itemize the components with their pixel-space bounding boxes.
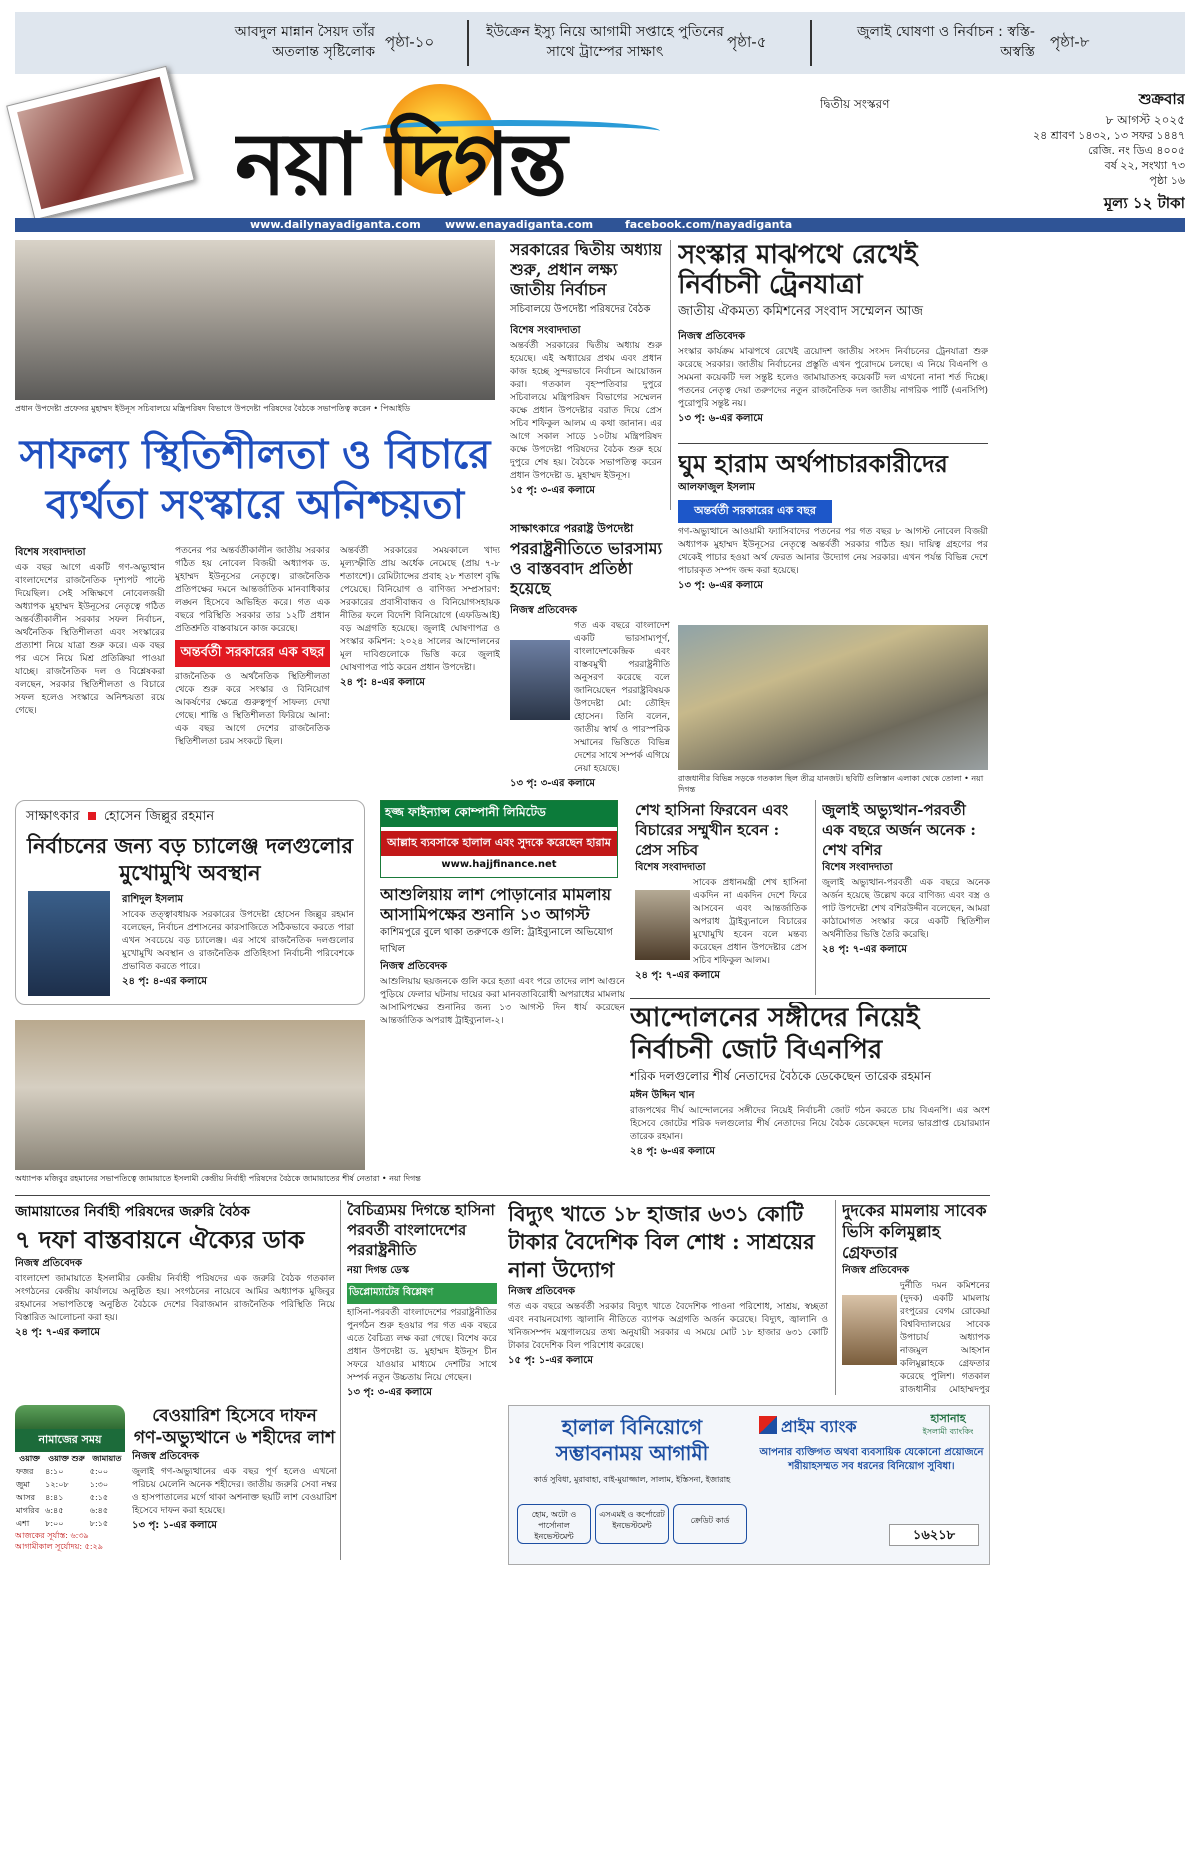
prayer-jamaat: ৮:১৫ [89,1519,109,1528]
body-text: দুর্নীতি দমন কমিশনের (দুদক) একটি মামলায় রংপুরের বেগম রোকেয়া বিশ্ববিদ্যালয়ের সাবেক উপাচার্য অধ্যাপক নাজমুল আহসান কলিমুল্লাহকে গ্রেফতার করেছে পুলিশ। গতকাল রাজধানীর মোহাম্মদপুর [900,1281,990,1395]
square-icon [88,812,96,820]
body-text: জুলাই গণ-অভ্যুত্থানের এক বছর পূর্ণ হলেও এখনো পরিচয় মেলেনি অনেক শহীদের। জাতীয় জরুরি সেবা নম্বর ও হাসপাতালের মর্গে থাকা অশনাক্ত ছয়টি লাশ বেওয়ারিশ হিসেবে দাফন করা হয়েছে। [132,1467,337,1516]
prayer-row [15,1517,125,1530]
jump-link[interactable]: ১৫ পৃ: ১-এর কলামে [508,1355,593,1366]
column-rule [835,1200,836,1395]
prayer-row [15,1478,125,1491]
ad-tagline: আপনার ব্যক্তিগত অথবা ব্যবসায়িক যেকোনো প্রয়োজনে শরীয়াহসম্মত সব ধরনের বিনিয়োগ সুবিধা। [759,1447,984,1472]
hajj-finance-ad[interactable] [380,800,618,878]
prayer-name: মাগরিব [16,1506,40,1515]
interview-kicker-row [26,807,354,828]
jamaat-photo-caption: অধ্যাপক মজিবুর রহমানের সভাপতিত্বে জামায়াতে ইসলামী কেন্দ্রীয় নির্বাহী পরিষদের বৈঠকে জামায়াতের শীর্ষ নেতারা • নয়া দিগন্ত [15,1174,421,1183]
byline: আলফাজুল ইসলাম [678,482,755,493]
teaser-divider [810,20,812,66]
body-text: অন্তর্বর্তী সরকারের সময়কালে খাদ্য মূল্যস্ফীতি প্রায় অর্ধেক নেমেছে (প্রায় ৭-৮ শতাংশে)। রেমিট্যান্সের প্রবাহ ২৮ শতাংশ বৃদ্ধি পেয়েছে। বিনিয়োগ ও বাণিজ্য সম্প্রসারণ: সরকারের প্রবাসীবান্ধব ও বিনিয়োগসহায়ক নীতির ফলে বিদেশি বিনিয়োগে (এফডিআই) বড় অগ্রগতি হয়েছে। জুলাই ঘোষণাপত্র ও সংস্কার কমিশন: ২০২৪ সালের আন্দোলনের মূল দাবিগুলোকে ভিত্তি করে জুলাই ঘোষণাপত্র পাঠ করেন প্রধান উপদেষ্টা। [340,546,500,673]
subheadline: কাশিমপুরে বুলে থাকা তরুণকে গুলি: ট্রাইব্যুনালে অভিযোগ দাখিল [380,927,613,955]
headline[interactable]: আশুলিয়ায় লাশ পোড়ানোর মামলায় আসামিপক্ষের শুনানি ১৩ আগস্ট [380,885,612,924]
story-july-achievements [822,800,990,995]
sunset-time: আজকের সূর্যাস্ত: ৬:৩৯ [15,1531,89,1540]
byline: নিজস্ব প্রতিবেদক [380,961,448,972]
prayer-jamaat: ১:৩০ [89,1480,109,1489]
story-diplomacy [347,1200,497,1560]
story-launderers [678,448,988,618]
series-tag: অন্তর্বর্তী সরকারের এক বছর [678,500,832,523]
byline: নয়া দিগন্ত ডেস্ক [347,1265,409,1276]
divider [630,998,990,999]
mosque-icon [15,1405,125,1429]
product-button[interactable]: হোম, অটো ও পার্সোনাল ইনভেস্টমেন্ট [517,1504,591,1544]
teaser-3-page: পৃষ্ঠা-৮ [1050,33,1090,51]
prayer-name: আসর [16,1493,36,1502]
subheadline: শরিক দলগুলোর শীর্ষ নেতাদের বৈঠকে ডেকেছেন তারেক রহমান [630,1069,932,1083]
prayer-jamaat: ৫:০০ [89,1467,109,1476]
body-text: গত এক বছরে অন্তর্বর্তী সরকার বিদ্যুৎ খাতে বৈদেশিক পাওনা পরিশোধ, সাশ্রয়, স্বচ্ছতা এবং নবায়নযোগ্য জ্বালানি নীতিতে ব্যাপক অগ্রগতি অর্জন করেছে। বিদ্যুৎ, জ্বালানি ও খনিজসম্পদ মন্ত্রণালয়ের তথ্য অনুযায়ী সরকার এ সময়ে মোট ১৮ হাজার ৬৩১ কোটি টাকার বৈদেশিক বিল পরিশোধ করেছে। [508,1302,828,1351]
prayer-start: ৪:১০ [45,1467,64,1476]
headline[interactable]: ঘুম হারাম অর্থপাচারকারীদের [678,449,948,478]
ad-title: হজ্জ ফাইন্যান্স কোম্পানী লিমিটেড [381,801,617,827]
ad-slogan: আল্লাহ ব্যবসাকে হালাল এবং সুদকে করেছেন হারাম [381,831,617,856]
byline: নিজস্ব প্রতিবেদক [842,1265,910,1276]
jump-link[interactable]: ২৪ পৃ: ৬-এর কলামে [630,1146,715,1157]
prayer-title: নামাজের সময় [15,1429,125,1452]
body-text: সংস্কার কার্যক্রম মাঝপথে রেখেই ত্রয়োদশ জাতীয় সংসদ নির্বাচনের ট্রেনযাত্রা শুরু করেছে সরকার। জাতীয় নির্বাচনের প্রস্তুতি এখন পুরোদমে চলছে। এ নিয়ে বিএনপি ও সমমনা কয়েকটি দল সন্তুষ্ট হলেও জামায়াতসহ কয়েকটি দল এখনো নানা শর্ত দিচ্ছে। পতনের নেতৃত্ব দেয়া তরুণদের নতুন রাজনৈতিক দল জাতীয় নাগরিক পার্টি (এনসিপি) পুরোপুরি সন্তুষ্ট নয়। [678,347,988,409]
headline-line2[interactable]: গণ-অভ্যুত্থানে ৬ শহীদের লাশ [133,1428,336,1448]
main-headline-line2: ব্যর্থতা সংস্কারে অনিশ্চয়তা [45,481,465,528]
teaser-3[interactable] [835,12,1035,74]
byline: বিশেষ সংবাদদাতা [510,325,581,336]
main-headline[interactable] [15,430,495,530]
jump-link[interactable]: ১৩ পৃ: ৩-এর কলামে [510,778,595,789]
teaser-2[interactable] [485,12,725,74]
jump-link[interactable]: ২৪ পৃ: ৪-এর কলামে [340,677,425,688]
prayer-table [15,1452,125,1530]
facebook-link[interactable]: facebook.com/nayadiganta [625,218,793,231]
prayer-name: জুমা [16,1480,30,1489]
prayer-jamaat: ৫:১৫ [89,1493,109,1502]
body-text: রাজপথের দীর্ঘ আন্দোলনের সঙ্গীদের নিয়েই নির্বাচনী জোট গঠন করতে চায় বিএনপি। এর অংশ হিসেবে জোটের শরিক দলগুলোর শীর্ষ নেতাদের নিয়ে বৈঠক ডেকেছেন দলের ভারপ্রাপ্ত চেয়ারম্যান তারেক রহমান। [630,1106,990,1142]
ad-sub: কার্ড সুবিধা, মুরাবাহা, বাই-মুয়াজ্জাল, সালাম, ইস্তিসনা, ইজারাহ [533,1475,731,1484]
price: মূল্য ১২ টাকা [1103,194,1185,211]
subheadline: সচিবালয়ে উপদেষ্টা পরিষদের বৈঠক [510,304,651,315]
body-text: গণ-অভ্যুত্থানে আওয়ামী ফ্যাসিবাদের পতনের পর গত বছর ৮ আগস্ট নোবেল বিজয়ী অধ্যাপক মুহাম্মদ ইউনূসের নেতৃত্বে অন্তর্বর্তী সরকার গঠিত হয়। দায়িত্ব গ্রহণের পর থেকেই পাচার হওয়া অর্থ ফেরত আনার উদ্যোগ নেয় সরকার। এখন পর্যন্ত বিভিন্ন দেশে পাচারকৃত সম্পদ জব্দ করা হয়েছে। [678,527,988,576]
byline: নিজস্ব প্রতিবেদক [508,1286,576,1297]
ad-product-buttons [517,1504,747,1548]
volume-no: বর্ষ ২২, সংখ্যা ৭৩ [1104,159,1185,172]
series-tag: অন্তর্বর্তী সরকারের এক বছর [175,640,330,667]
traffic-photo-caption: রাজধানীর বিভিন্ন সড়কে গতকাল ছিল তীব্র যানজট। ছবিটি গুলিস্তান এলাকা থেকে তোলা • নয়া দিগন্ত [678,774,984,794]
column-rule [815,800,816,995]
prayer-start: ৬:৪৫ [45,1506,64,1515]
analysis-tag: ডিপ্লোম্যাটের বিশ্লেষণ [347,1283,497,1304]
sunrise-time: আগামীকাল সূর্যোদয়: ৫:২৯ [15,1542,103,1551]
story-second-phase [510,240,662,510]
headline[interactable]: বৈচিত্র্যময় দিগন্তে হাসিনা পরবর্তী বাংলাদেশের পররাষ্ট্রনীতি [347,1201,495,1259]
story-ashulia [380,885,625,1025]
byline: নিজস্ব প্রতিবেদক [510,605,578,616]
teaser-2-page: পৃষ্ঠা-৫ [727,33,767,51]
prayer-header: জামায়াত [92,1454,122,1463]
column-rule [670,240,671,510]
headline[interactable]: বিদ্যুৎ খাতে ১৮ হাজার ৬৩১ কোটি টাকার বৈদেশিক বিল শোধ : সাশ্রয়ের নানা উদ্যোগ [508,1201,815,1282]
kicker: জামায়াতের নির্বাহী পরিষদের জরুরি বৈঠক [15,1204,250,1220]
teaser-1-text: আবদুল মান্নান সৈয়দ তাঁর অতলান্ত সৃষ্টিলোক [234,24,375,60]
interview-text [122,892,354,991]
body-text: সাবেক তত্ত্বাবধায়ক সরকারের উপদেষ্টা হোসেন জিল্লুর রহমান বলেছেন, নির্বাচন প্রশাসনের কারসাজিতে সঠিকভাবে করতে পারা এখন সবচেয়ে বড় চ্যালেঞ্জ। এর সাথে রাজনৈতিক দলগুলোর মুখোমুখি অবস্থান ও রাজনৈতিক প্রতিহিংসা নির্বাচনী পরিবেশকে প্রভাবিত করতে পারে। [122,910,354,972]
kicker: সাক্ষাৎকারে পররাষ্ট্র উপদেষ্টা [510,522,634,535]
headline[interactable]: পররাষ্ট্রনীতিতে ভারসাম্য ও বাস্তববাদ প্রতিষ্ঠা হয়েছে [510,539,663,598]
headline-line1[interactable]: আন্দোলনের সঙ্গীদের নিয়েই [630,1003,920,1033]
ad-headline: হালাল বিনিয়োগে সম্ভাবনাময় আগামী [555,1415,709,1465]
jump-link[interactable]: ১৩ পৃ: ৬-এর কলামে [678,413,763,424]
body-text: পতনের পর অন্তর্বর্তীকালীন জাতীয় সরকার গঠিত হয় নোবেল বিজয়ী অধ্যাপক ড. মুহাম্মদ ইউনূসের নেতৃত্বে। রাজনৈতিক প্রতিপক্ষের দমনে আন্তর্জাতিক মানবাধিকার লঙ্ঘন হিসেবে অভিহিত করে। গত এক বছরে পরিস্থিতি সরকার তার ১২টি প্রধান প্রতিশ্রুতি বাস্তবায়নে কাজ করেছে। [175,546,330,634]
teaser-1-page-wrap [385,12,465,74]
prime-bank-ad[interactable] [508,1405,990,1565]
byline: নিজস্ব প্রতিবেদক [15,1258,83,1269]
divider [15,1195,990,1196]
day-name: শুক্রবার [1138,92,1185,108]
interviewee: হোসেন জিল্লুর রহমান [103,809,215,824]
main-headline-line1: সাফল্য স্থিতিশীলতা ও বিচারে [19,431,491,478]
edition-label: দ্বিতীয় সংস্করণ [820,97,890,111]
body-text: হাসিনা-পরবর্তী বাংলাদেশের পররাষ্ট্রনীতির পুনর্গঠন শুরু হওয়ার পর গত এক বছরে এতে বৈচিত্র্য লক্ষ করা গেছে। বিশেষ করে প্রধান উপদেষ্টা ড. মুহাম্মদ ইউনূস চীন সফরে যাওয়ার মাধ্যমে দেশটির সাথে সম্পর্ক নতুন উচ্চতায় নিয়ে গেছেন। [347,1308,497,1383]
epaper-link[interactable]: www.enayadiganta.com [445,218,594,231]
headline[interactable]: সংস্কার মাঝপথে রেখেই নির্বাচনী ট্রেনযাত্রা [678,240,918,300]
prayer-row [15,1465,125,1478]
ad-website: www.hajjfinance.net [441,859,557,870]
jump-link[interactable]: ১৫ পৃ: ৩-এর কলামে [510,485,595,496]
body-text: গত এক বছরে বাংলাদেশ একটি ভারসাম্যপূর্ণ, বাংলাদেশকেন্দ্রিক এবং বাস্তবমুখী পররাষ্ট্রনীতি অনুসরণ করেছে বলে জানিয়েছেন পররাষ্ট্রবিষয়ক উপদেষ্টা মো: তৌহিদ হোসেন। তিনি বলেন, জাতীয় স্বার্থ ও পারস্পরিক সম্মানের ভিত্তিতে বিভিন্ন দেশের সাথে সম্পর্ক এগিয়ে নেয়া হয়েছে। [574,621,670,774]
page-count: পৃষ্ঠা ১৬ [1149,174,1185,187]
masthead-date-block [955,92,1185,211]
byline: রাশিদুল ইসলাম [122,894,184,905]
story-dudok-arrest [842,1200,990,1395]
jump-link[interactable]: ২৪ পৃ: ৭-এর কলামে [822,944,907,955]
prayer-jamaat: ৬:৪৫ [89,1506,109,1515]
prayer-header-row [15,1452,125,1465]
teaser-2-text: ইউক্রেন ইস্যু নিয়ে আগামী সপ্তাহে পুতিনের সাথে ট্রাম্পের সাক্ষাৎ [486,24,724,60]
hasanah-brand: হাসানাহ [930,1412,966,1425]
product-button[interactable]: এসএমই ও কর্পোরেট ইনভেস্টমেন্ট [595,1504,669,1544]
prayer-row [15,1491,125,1504]
headline[interactable]: জুলাই অভ্যুত্থান-পরবর্তী এক বছরে অর্জন অনেক : শেখ বশির [822,801,976,859]
story-jamaat [15,1200,335,1395]
main-col-2 [175,545,330,749]
jump-link[interactable]: ১৩ পৃ: ৬-এর কলামে [678,580,763,591]
story-hasina [635,800,807,995]
prayer-row [15,1504,125,1517]
traffic-jam-photo[interactable] [678,625,988,770]
byline: বিশেষ সংবাদদাতা [822,862,893,873]
prayer-name: এশা [16,1519,30,1528]
story-bnp-alliance [630,1002,990,1192]
headline[interactable]: ৭ দফা বাস্তবায়নে ঐক্যের ডাক [15,1225,305,1254]
date-bangla: ২৪ শ্রাবণ ১৪৩২, ১৩ সফর ১৪৪৭ [1032,129,1185,142]
byline: নিজস্ব প্রতিবেদক [132,1451,200,1462]
byline: বিশেষ সংবাদদাতা [635,862,706,873]
subheadline: জাতীয় ঐকমত্য কমিশনের সংবাদ সম্মেলন আজ [678,304,924,319]
product-button[interactable]: ক্রেডিট কার্ড [673,1504,747,1544]
headline-line1[interactable]: বেওয়ারিশ হিসেবে দাফন [152,1406,317,1426]
jump-link[interactable]: ২৪ পৃ: ৭-এর কলামে [635,970,720,981]
website-links-bar [15,218,1185,232]
byline: বিশেষ সংবাদদাতা [15,547,86,558]
body-text: এক বছর আগে একটি গণ-অভ্যুত্থান বাংলাদেশের রাজনৈতিক দৃশ্যপট পাল্টে দিয়েছিল। সেই সন্ধিক্ষণে নোবেলজয়ী অধ্যাপক মুহাম্মদ ইউনূসের নেতৃত্বে গঠিত অন্তর্বর্তীকালীন সরকার সফল নির্বাচন, অর্থনৈতিক স্থিতিশীলতা এবং সংস্কারের প্রত্যাশা নিয়ে যাত্রা শুরু করে। এক বছর পর এসে নিয়ে মিশ্র প্রতিক্রিয়া পাওয়া যাচ্ছে। রাজনৈতিক দল ও বিশ্লেষকরা বলছেন, সরকার স্থিতিশীলতা ও বিচারে সফল হলেও সংস্কারে অনিশ্চয়তা রয়ে গেছে। [15,563,165,716]
prayer-times-box [15,1405,125,1565]
teaser-3-text: জুলাই ঘোষণা ও নির্বাচন : স্বস্তি-অস্বস্তি [857,24,1035,60]
story-foreign-policy [510,520,670,790]
body-text: রাজনৈতিক ও অর্থনৈতিক স্থিতিশীলতা থেকে শুরু করে সংস্কার ও বিনিয়োগ আকর্ষণের ক্ষেত্রে গুরুত্বপূর্ণ সাফল্য দেখা গেছে। শান্তি ও স্থিতিশীলতা ফিরিয়ে আনা: এক বছর আগে দেশের রাজনৈতিক স্থিতিশীলতা চরম সংকটে ছিল। [175,672,330,747]
portrait-image [17,77,184,210]
hotline-number[interactable]: ১৬২১৮ [889,1524,979,1546]
story-unclaimed-burial [132,1405,337,1565]
prayer-start: ৪:৪১ [45,1493,64,1502]
byline: নিজস্ব প্রতিবেদক [678,331,746,342]
main-col-1 [15,545,165,718]
website-link[interactable]: www.dailynayadiganta.com [250,218,421,231]
prayer-header: ওয়াক্ত [19,1454,40,1463]
prayer-name: ফজর [16,1467,34,1476]
main-col-3 [340,545,500,692]
date-gregorian: ৮ আগস্ট ২০২৫ [1105,113,1185,127]
divider [678,443,988,444]
main-story [15,545,500,785]
prime-bank-logo-icon [759,1416,777,1434]
jump-link[interactable]: ১৩ পৃ: ৩-এর কলামে [347,1387,432,1398]
jamaat-meeting-photo[interactable] [15,1020,365,1170]
teaser-2-page-wrap [727,12,807,74]
prayer-start: ৮:০০ [45,1519,64,1528]
newspaper-logo[interactable]: নয়া দিগন্ত [235,114,566,215]
top-photo-caption: প্রধান উপদেষ্টা প্রফেসর মুহাম্মদ ইউনূস সচিবালয়ে মন্ত্রিপরিষদ বিভাগে উপদেষ্টা পরিষদের বৈঠকে সভাপতিত্ব করেন • পিআইডি [15,404,411,413]
adviser-photo[interactable] [510,640,570,720]
teaser-1[interactable] [200,12,375,74]
jump-link[interactable]: ২৪ পৃ: ৪-এর কলামে [122,976,207,987]
former-vc-photo[interactable] [842,1295,897,1365]
hasanah-sub: ইসলামী ব্যাংকিং [922,1427,974,1436]
kicker: সাক্ষাৎকার [26,809,80,824]
teaser-bar [15,12,1185,74]
story-reform [678,240,988,440]
headline-line2[interactable]: নির্বাচনী জোট বিএনপির [630,1035,883,1065]
body-text: জুলাই অভ্যুত্থান-পরবর্তী এক বছরে অনেক অর্জন হয়েছে উল্লেখ করে বাণিজ্য এবং বস্ত্র ও পাট উপদেষ্টা শেখ বশিরউদ্দীন বলেছেন, আমরা কাঠামোগত সংস্কার করে একটি স্থিতিশীল অর্থনীতির ভিত্তি তৈরি করেছি। [822,878,990,940]
jump-link[interactable]: ২৪ পৃ: ৭-এর কলামে [15,1327,100,1338]
teaser-portrait-photo[interactable] [6,66,195,220]
teaser-1-page: পৃষ্ঠা-১০ [385,33,435,51]
cabinet-meeting-photo[interactable] [15,240,495,400]
jump-link[interactable]: ১৩ পৃ: ১-এর কলামে [132,1520,217,1531]
byline: মঈন উদ্দিন খান [630,1090,695,1101]
headline[interactable]: নির্বাচনের জন্য বড় চ্যালেঞ্জ দলগুলোর মুখোমুখি অবস্থান [26,833,354,885]
column-rule [340,1200,341,1560]
body-text: আশুলিয়ায় ছয়জনকে গুলি করে হত্যা এবং পরে তাদের লাশ আগুনে পুড়িয়ে ফেলার ঘটনায় দায়ের করা মানবতাবিরোধী অপরাধের মামলায় আসামিপক্ষের শুনানির জন্য ১৩ আগস্ট দিন ধার্য করেছেন আন্তর্জাতিক অপরাধ ট্রাইব্যুনাল-২। [380,977,625,1025]
press-secretary-photo[interactable] [635,890,690,960]
interviewee-photo[interactable] [28,891,110,996]
headline[interactable]: শেখ হাসিনা ফিরবেন এবং বিচারের সম্মুখীন হবেন : প্রেস সচিব [635,801,789,859]
registration-no: রেজি. নং ডিএ ৪০০৫ [1088,144,1185,157]
body-text: সাবেক প্রধানমন্ত্রী শেখ হাসিনা একদিন না একদিন দেশে ফিরে আসবেন এবং আন্তর্জাতিক অপরাধ ট্রাইব্যুনালে বিচারের মুখোমুখি হবেন বলে মন্তব্য করেছেন প্রধান উপদেষ্টার প্রেস সচিব শফিকুল আলম। [693,878,807,966]
teaser-divider [467,20,469,66]
interview-box [15,800,365,1005]
prayer-header: ওয়াক্ত শুরু [48,1454,85,1463]
story-power-sector [508,1200,828,1395]
prayer-start: ১২:০৮ [45,1480,69,1489]
teaser-3-page-wrap [1050,12,1140,74]
body-text: বাংলাদেশ জামায়াতে ইসলামীর কেন্দ্রীয় নির্বাহী পরিষদের এক জরুরি বৈঠক গতকাল সংগঠনের কেন্দ্রীয় কার্যালয়ে অনুষ্ঠিত হয়। সংগঠনের নায়েবে আমির অধ্যাপক মুজিবুর রহমানের সভাপতিত্বে অনুষ্ঠিত বৈঠকে দেশের বিরাজমান রাজনৈতিক পরিস্থিতি নিয়ে বিস্তারিত আলোচনা করা হয়। [15,1274,335,1323]
bank-name: প্রাইম ব্যাংক [781,1417,857,1436]
headline[interactable]: সরকারের দ্বিতীয় অধ্যায় শুরু, প্রধান লক্ষ্য জাতীয় নির্বাচন [510,240,662,299]
headline[interactable]: দুদকের মামলায় সাবেক ভিসি কলিমুল্লাহ গ্রেফতার [842,1201,987,1262]
body-text: অন্তর্বর্তী সরকারের দ্বিতীয় অধ্যায় শুরু হয়েছে। এই অধ্যায়ের প্রথম এবং প্রধান কাজ হচ্ছে সুন্দরভাবে নির্বাচন আয়োজন করা। গতকাল বৃহস্পতিবার দুপুরে সচিবালয়ে মন্ত্রিপরিষদ বিভাগের সম্মেলন কক্ষে প্রধান উপদেষ্টার বরাত দিয়ে প্রেস সচিব শফিকুল আলম এ কথা জানান। এর আগে সকাল সাড়ে ১০টায় মন্ত্রিপরিষদ কক্ষে উপদেষ্টা পরিষদের বৈঠক শুরু হয়ে দুপুরে শেষ হয়। বৈঠকে সভাপতিত্ব করেন প্রধান উপদেষ্টা ড. মুহাম্মদ ইউনূস। [510,341,662,481]
